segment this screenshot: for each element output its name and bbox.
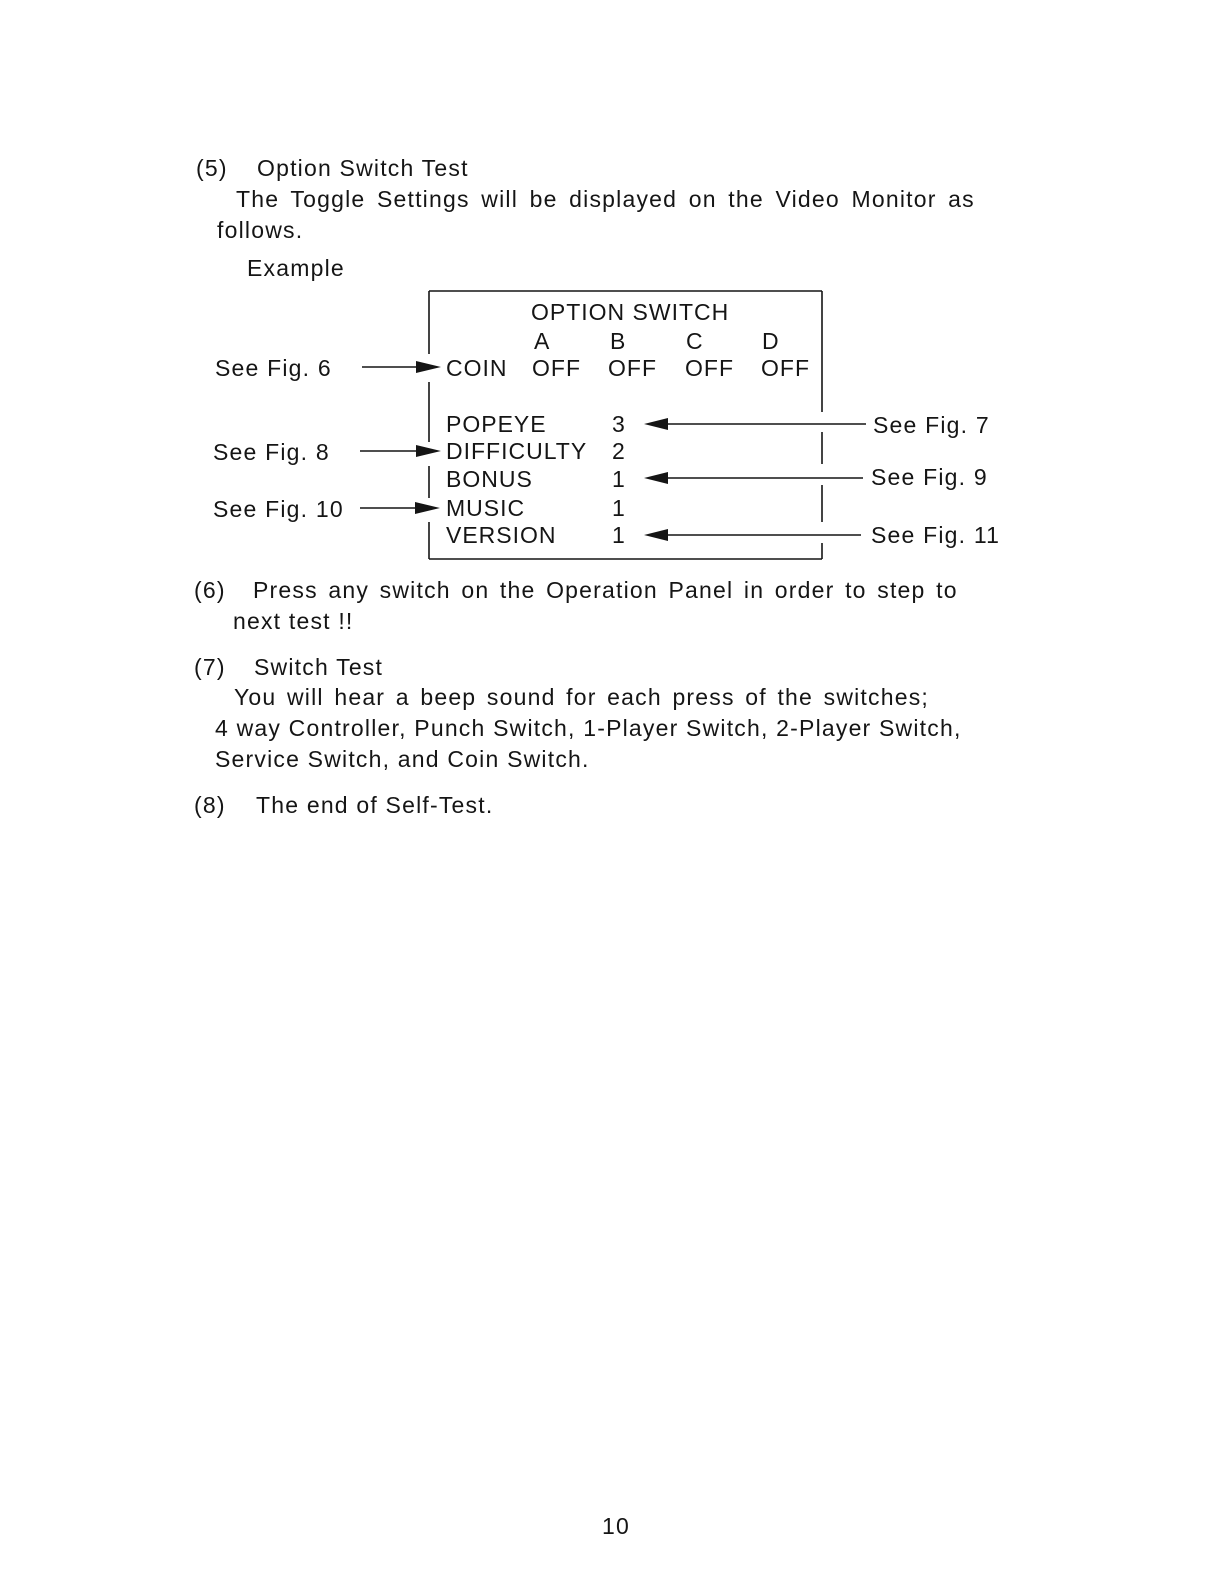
setting-value-music: 1 bbox=[612, 495, 626, 521]
setting-label-difficulty: DIFFICULTY bbox=[446, 438, 588, 464]
section-6-number: (6) bbox=[194, 577, 226, 603]
setting-value-version: 1 bbox=[612, 522, 626, 548]
section-8-number: (8) bbox=[194, 792, 226, 818]
section-7-line-1: You will hear a beep sound for each press of the switches; bbox=[234, 684, 929, 710]
callout-fig8: See Fig. 8 bbox=[213, 439, 330, 465]
setting-label-music: MUSIC bbox=[446, 495, 526, 521]
coin-value-d: OFF bbox=[761, 355, 810, 381]
section-7-number: (7) bbox=[194, 654, 226, 680]
callout-arrow-fig11 bbox=[644, 529, 861, 541]
section-5-line-2: follows. bbox=[217, 217, 304, 243]
callout-fig10: See Fig. 10 bbox=[213, 496, 344, 522]
callout-fig6: See Fig. 6 bbox=[215, 355, 332, 381]
callout-arrow-fig7 bbox=[644, 418, 866, 430]
coin-value-c: OFF bbox=[685, 355, 734, 381]
callout-fig11: See Fig. 11 bbox=[871, 522, 1001, 548]
callout-arrow-fig6 bbox=[362, 361, 441, 373]
callout-arrow-fig10 bbox=[360, 502, 440, 514]
setting-value-difficulty: 2 bbox=[612, 438, 626, 464]
setting-label-popeye: POPEYE bbox=[446, 411, 547, 437]
section-5-line-1: The Toggle Settings will be displayed on the Video Monitor as bbox=[236, 186, 975, 212]
column-header-d: D bbox=[762, 328, 780, 354]
column-header-b: B bbox=[610, 328, 627, 354]
setting-label-version: VERSION bbox=[446, 522, 557, 548]
screen-title: OPTION SWITCH bbox=[531, 299, 730, 325]
section-5-title: Option Switch Test bbox=[257, 155, 469, 181]
page-number: 10 bbox=[602, 1513, 630, 1539]
setting-value-popeye: 3 bbox=[612, 411, 626, 437]
column-header-a: A bbox=[534, 328, 551, 354]
coin-value-a: OFF bbox=[532, 355, 581, 381]
coin-value-b: OFF bbox=[608, 355, 657, 381]
callout-arrow-fig8 bbox=[360, 445, 441, 457]
coin-label: COIN bbox=[446, 355, 508, 381]
callout-arrow-fig9 bbox=[644, 472, 863, 484]
section-8-text: The end of Self-Test. bbox=[256, 792, 494, 818]
callout-fig7: See Fig. 7 bbox=[873, 412, 990, 438]
section-7-line-3: Service Switch, and Coin Switch. bbox=[215, 746, 590, 772]
column-header-c: C bbox=[686, 328, 704, 354]
setting-label-bonus: BONUS bbox=[446, 466, 533, 492]
example-label: Example bbox=[247, 255, 345, 281]
section-5-number: (5) bbox=[196, 155, 228, 181]
section-6-line-1: Press any switch on the Operation Panel in order to step to bbox=[253, 577, 958, 603]
section-7-title: Switch Test bbox=[254, 654, 384, 680]
section-7-line-2: 4 way Controller, Punch Switch, 1-Player Switch, 2-Player Switch, bbox=[215, 715, 962, 741]
setting-value-bonus: 1 bbox=[612, 466, 626, 492]
callout-fig9: See Fig. 9 bbox=[871, 464, 988, 490]
section-6-line-2: next test !! bbox=[233, 608, 354, 634]
